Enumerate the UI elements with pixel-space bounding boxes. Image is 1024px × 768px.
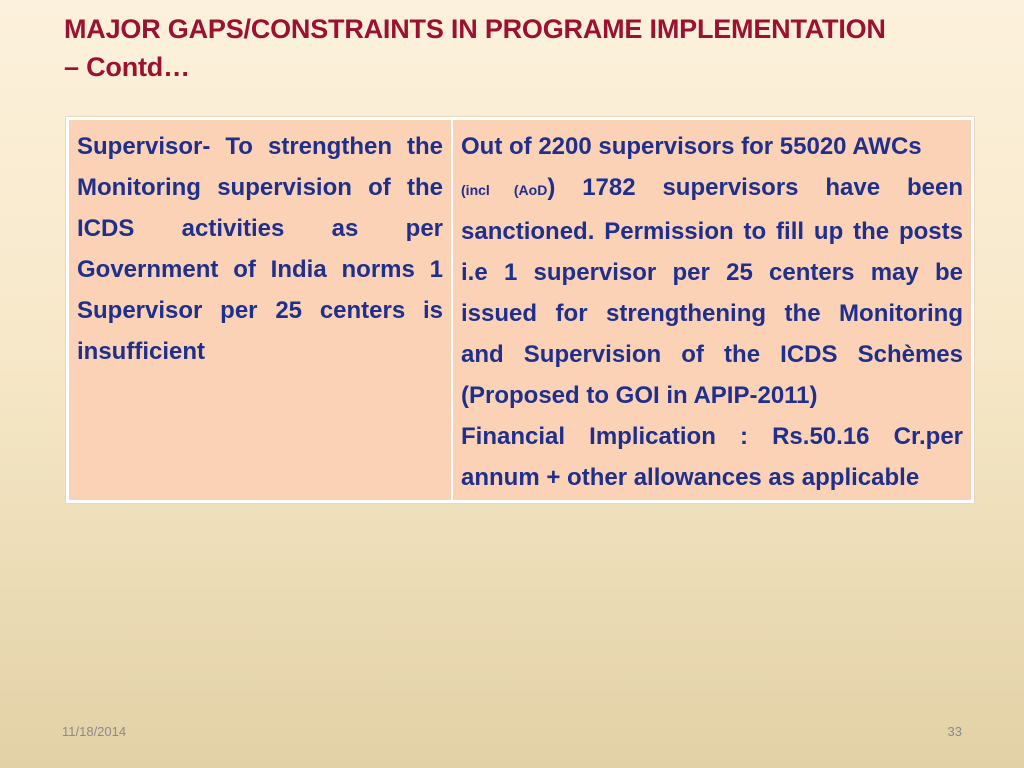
sanction-text: [461, 167, 963, 416]
table-row: [69, 120, 971, 500]
slide-title: [64, 10, 984, 86]
table-cell-action: [453, 120, 971, 500]
slide-title-line-2: – Contd…: [64, 52, 190, 82]
aod-note: (incl (AoD: [461, 182, 548, 198]
slide-title-line-1: MAJOR GAPS/CONSTRAINTS IN PROGRAME IMPLEMENTATION: [64, 14, 886, 44]
sanction-main-text: ) 1782 supervisors have been sanctioned. Permission to fill up the posts i.e 1 supervisor per 25 centers may be issued for strengthening the Monitoring and Supervision of the ICDS Schèmes (Proposed to GOI in APIP-2011): [461, 174, 963, 409]
gaps-table: [66, 117, 974, 503]
footer-date: 11/18/2014: [62, 724, 127, 739]
page-number: 33: [947, 724, 962, 739]
financial-implication-text: Financial Implication : Rs.50.16 Cr.per annum + other allowances as applicable: [461, 423, 963, 491]
table-cell-gap: [69, 120, 453, 500]
gap-description: Supervisor- To strengthen the Monitoring supervision of the ICDS activities as per Government of India norms 1 Supervisor per 25 centers is insufficient: [77, 133, 444, 365]
supervisor-count-text: Out of 2200 supervisors for 55020 AWCs: [461, 133, 922, 160]
